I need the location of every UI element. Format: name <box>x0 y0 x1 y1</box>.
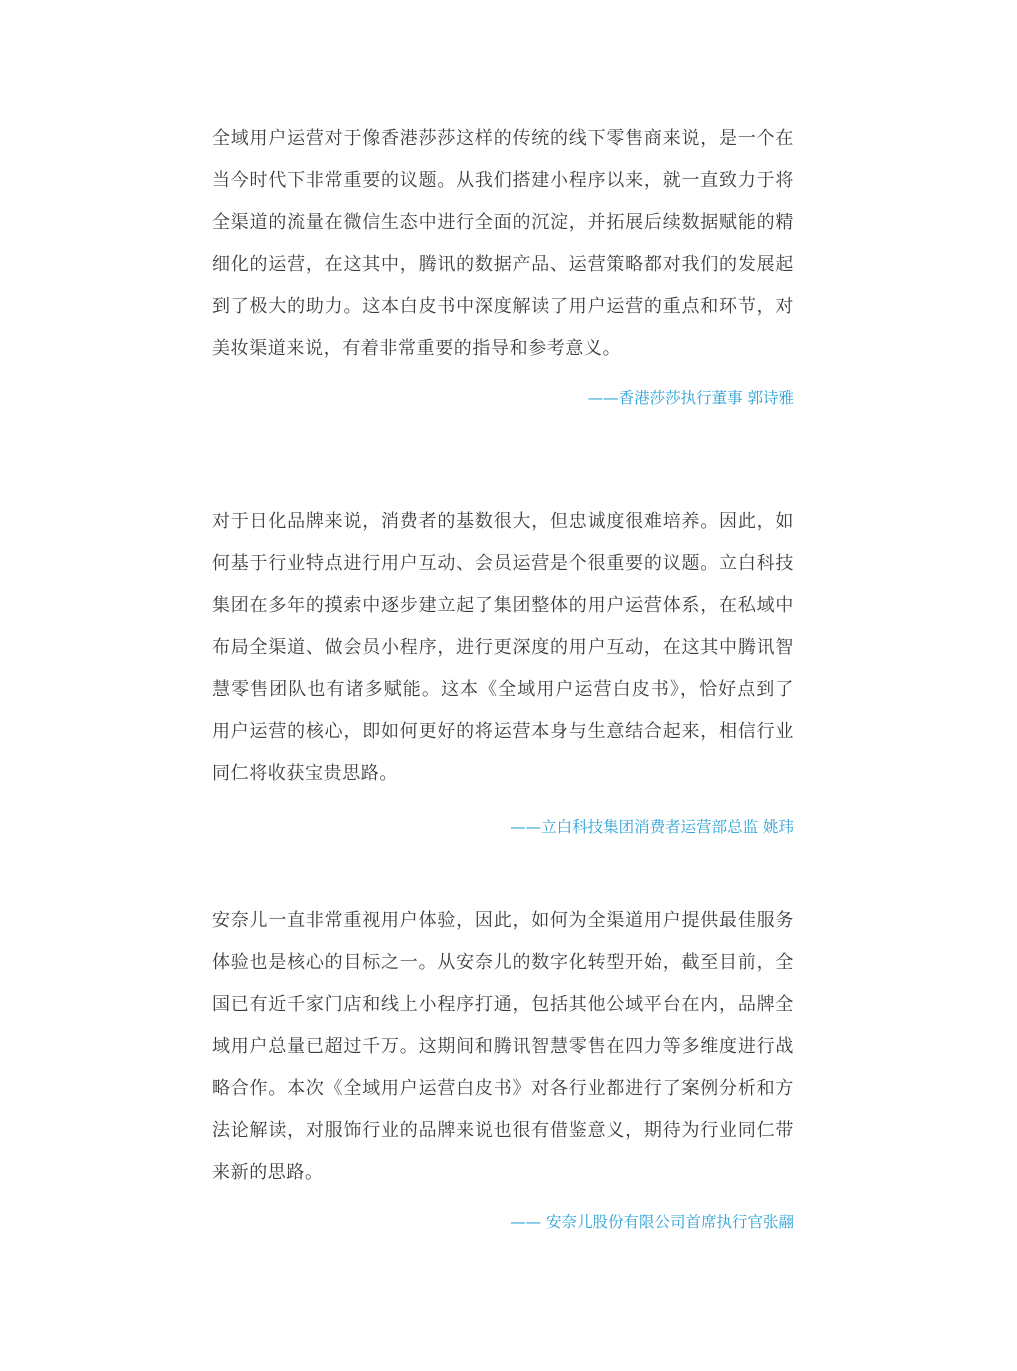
testimonial-text: 全域用户运营对于像香港莎莎这样的传统的线下零售商来说，是一个在当今时代下非常重要的议题。从我们搭建小程序以来，就一直致力于将全渠道的流量在微信生态中进行全面的沉淀，并拓展后续数据赋能的精细化的运营，在这其中，腾讯的数据产品、运营策略都对我们的发展起到了极大的助力。这本白皮书中深度解读了用户运营的重点和环节，对美妆渠道来说，有着非常重要的指导和参考意义。 <box>212 128 794 359</box>
testimonial-liby <box>212 501 794 839</box>
testimonial-text: 安奈儿一直非常重视用户体验，因此，如何为全渠道用户提供最佳服务体验也是核心的目标之一。从安奈儿的数字化转型开始，截至目前，全国已有近千家门店和线上小程序打通，包括其他公域平台在内，品牌全域用户总量已超过千万。这期间和腾讯智慧零售在四力等多维度进行战略合作。本次《全域用户运营白皮书》对各行业都进行了案例分析和方法论解读，对服饰行业的品牌来说也很有借鉴意义，期待为行业同仁带来新的思路。 <box>212 910 794 1183</box>
testimonial-attribution: ——立白科技集团消费者运营部总监 姚玮 <box>510 818 794 836</box>
testimonial-sasa <box>212 118 794 410</box>
testimonial-text: 对于日化品牌来说，消费者的基数很大，但忠诚度很难培养。因此，如何基于行业特点进行用户互动、会员运营是个很重要的议题。立白科技集团在多年的摸索中逐步建立起了集团整体的用户运营体系，在私域中布局全渠道、做会员小程序，进行更深度的用户互动，在这其中腾讯智慧零售团队也有诸多赋能。这本《全域用户运营白皮书》，恰好点到了用户运营的核心，即如何更好的将运营本身与生意结合起来，相信行业同仁将收获宝贵思路。 <box>212 511 794 784</box>
testimonial-attribution: —— 安奈儿股份有限公司首席执行官张翮 <box>510 1213 794 1231</box>
testimonial-annil <box>212 900 794 1234</box>
testimonial-attribution: ——香港莎莎执行董事 郭诗雅 <box>587 389 794 407</box>
